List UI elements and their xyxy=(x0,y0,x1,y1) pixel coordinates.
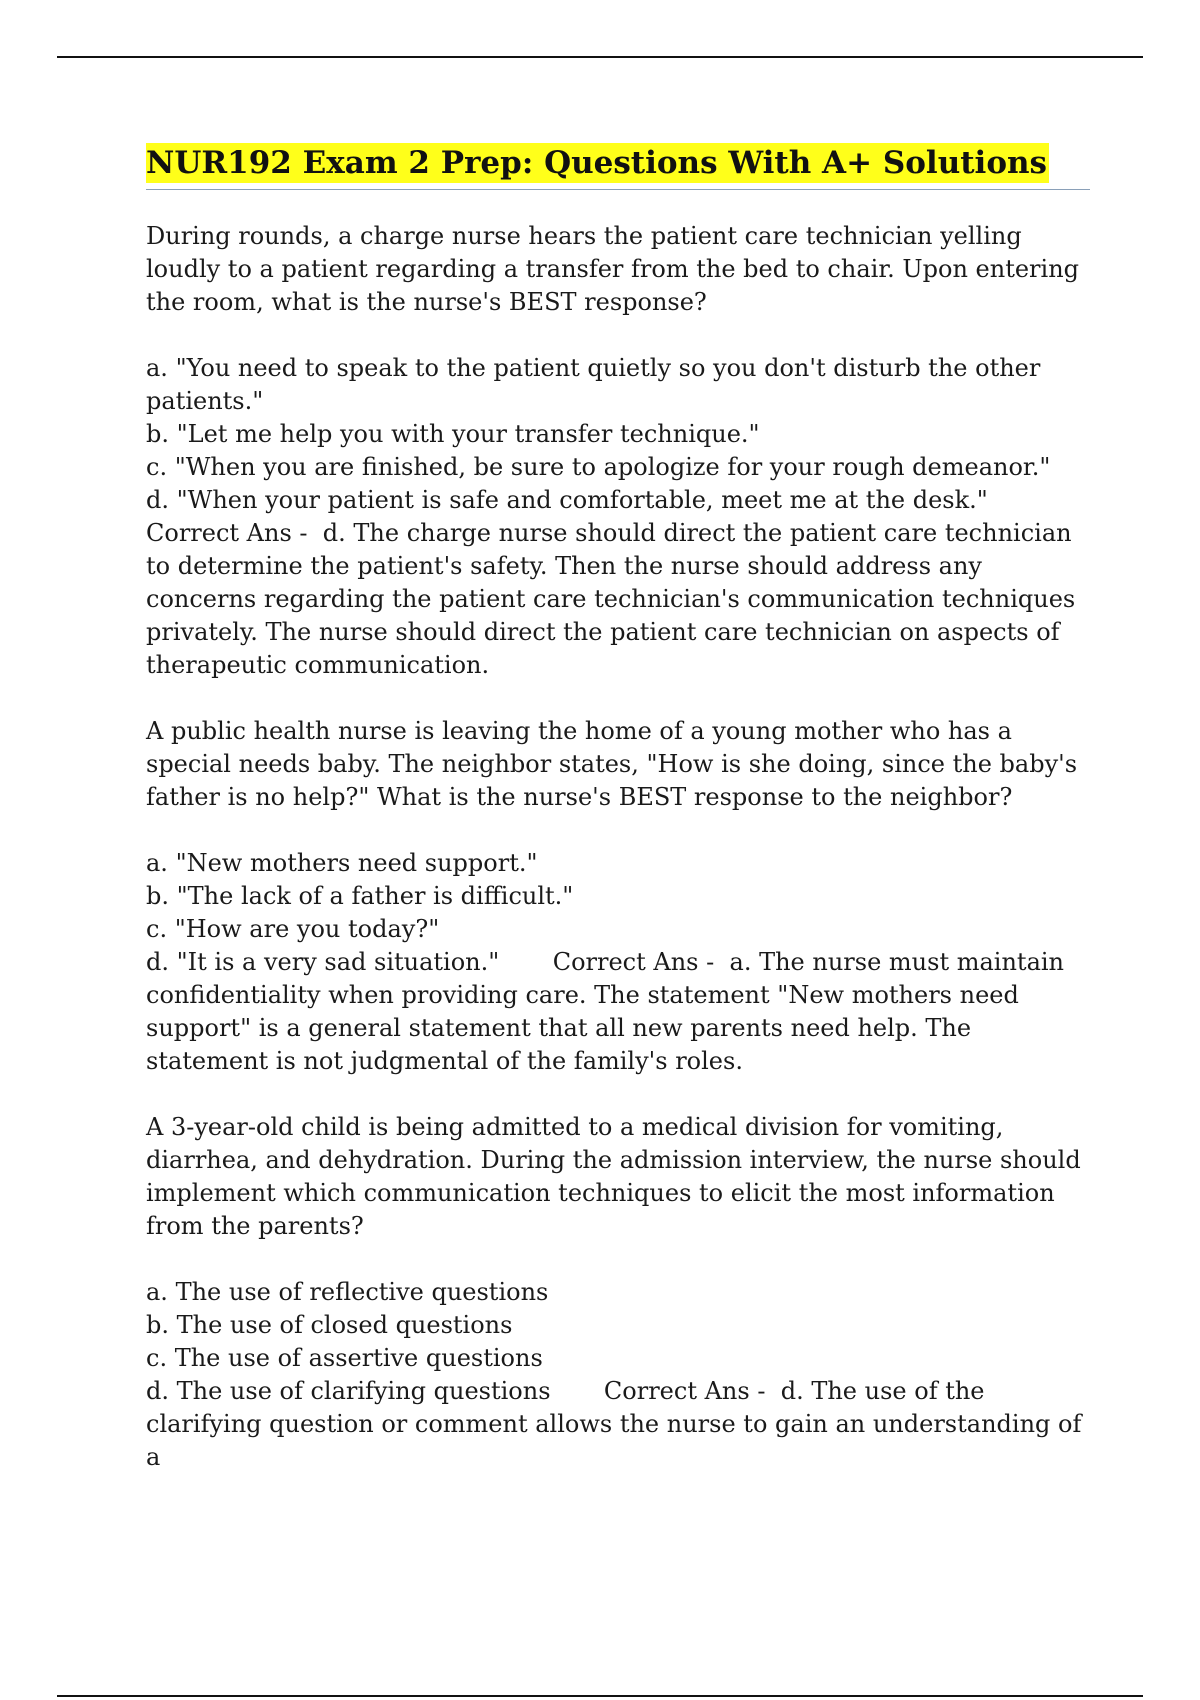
question-2-stem: A public health nurse is leaving the home of a young mother who has a special needs baby. The neighbor states, "How is she doing, since the baby's father is no help?" What is the nurse's BEST response to the neighbor? xyxy=(146,717,1078,811)
question-2-option-b: b. "The lack of a father is difficult." xyxy=(146,882,574,910)
question-1-option-c: c. "When you are finished, be sure to apologize for your rough demeanor." xyxy=(146,453,1051,481)
question-2-option-d: d. "It is a very sad situation." xyxy=(146,948,500,976)
question-3-option-d-answer xyxy=(146,1375,1090,1474)
question-2-option-c: c. "How are you today?" xyxy=(146,915,440,943)
question-2-answer-label: Correct Ans - xyxy=(552,948,715,976)
question-3-option-d: d. The use of clarifying questions xyxy=(146,1377,551,1405)
question-2-option-d-answer xyxy=(146,946,1090,1078)
question-3-option-c: c. The use of assertive questions xyxy=(146,1344,543,1372)
title-block xyxy=(146,143,1090,190)
question-1-option-a: a. "You need to speak to the patient quietly so you don't disturb the other patients." xyxy=(146,354,1041,415)
question-2 xyxy=(146,715,1090,1078)
question-3-option-a: a. The use of reflective questions xyxy=(146,1278,549,1306)
question-1-answer-label: Correct Ans - xyxy=(146,519,308,547)
question-3-answer-label: Correct Ans - xyxy=(603,1377,766,1405)
question-2-answer-text: a. The nurse must maintain confidentiality when providing care. The statement "New mothers need support" is a general statement that all new parents need help. The statement is not judgmental of the family's roles. xyxy=(146,948,1065,1075)
question-3-option-b: b. The use of closed questions xyxy=(146,1311,513,1339)
question-3 xyxy=(146,1111,1090,1474)
question-1-option-b: b. "Let me help you with your transfer technique." xyxy=(146,420,760,448)
question-2-option-a: a. "New mothers need support." xyxy=(146,849,538,877)
question-1-stem: During rounds, a charge nurse hears the patient care technician yelling loudly to a patient regarding a transfer from the bed to chair. Upon entering the room, what is the nurse's BEST response? xyxy=(146,222,1080,316)
header-rule xyxy=(57,56,1143,58)
question-1-answer xyxy=(146,517,1090,682)
question-3-answer-text: d. The use of the clarifying question or comment allows the nurse to gain an understanding of a xyxy=(146,1377,1082,1471)
question-3-stem: A 3-year-old child is being admitted to a medical division for vomiting, diarrhea, and dehydration. During the admission interview, the nurse should implement which communication techniques to elicit the most information from the parents? xyxy=(146,1113,1081,1240)
document-body xyxy=(146,143,1090,1474)
question-1-option-d: d. "When your patient is safe and comfortable, meet me at the desk." xyxy=(146,486,988,514)
document-title: NUR192 Exam 2 Prep: Questions With A+ Solutions xyxy=(146,145,1047,181)
question-1 xyxy=(146,220,1090,682)
question-1-answer-text: d. The charge nurse should direct the patient care technician to determine the patient's safety. Then the nurse should address any concerns regarding the patient care technician's communication techniques privately. The nurse should direct the patient care technician on aspects of therapeutic communication. xyxy=(146,519,1076,679)
footer-rule xyxy=(57,1695,1143,1697)
